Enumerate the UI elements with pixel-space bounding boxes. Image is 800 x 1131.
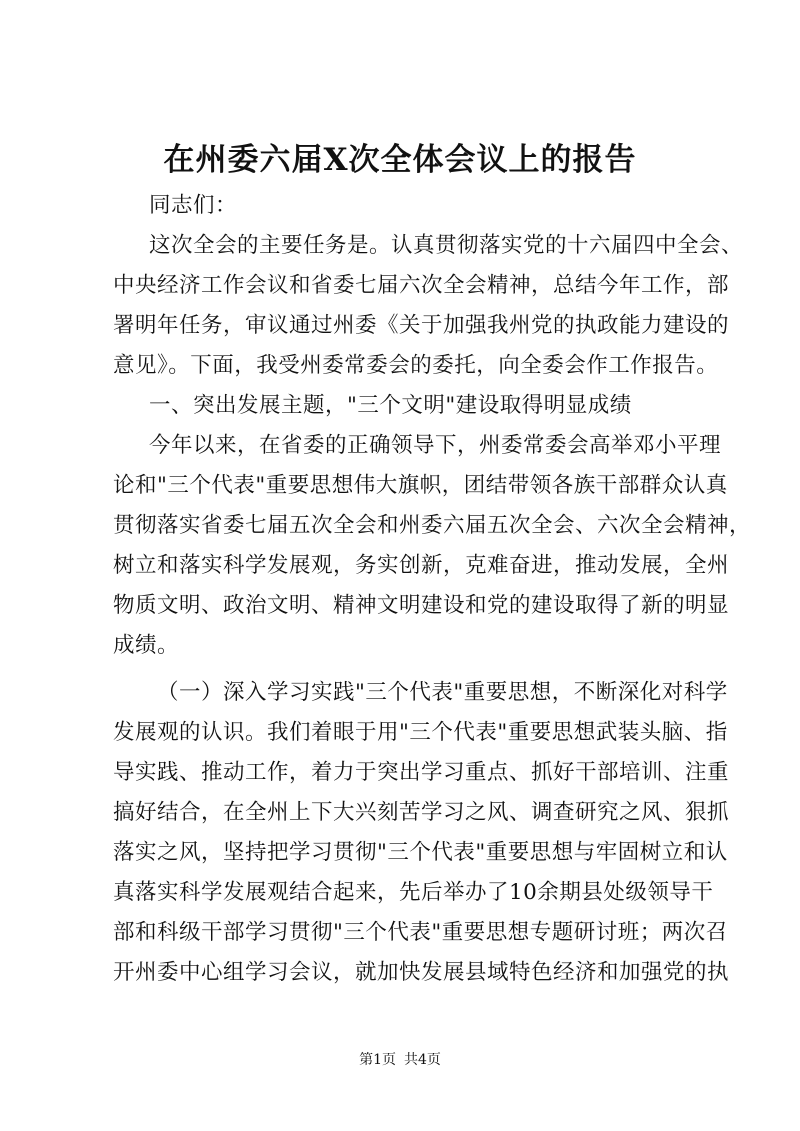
page-number: 第1页 (359, 1052, 396, 1068)
paragraph-line: 今年以来，在省委的正确领导下，州委常委会高举邓小平理 (149, 433, 722, 458)
paragraph-line: 意见》。下面，我受州委常委会的委托，向全委会作工作报告。 (113, 353, 719, 378)
paragraph-gap (113, 666, 703, 673)
paragraph-line: （一）深入学习实践"三个代表"重要思想，不断深化对科学 (157, 680, 728, 705)
paragraph-line: 真落实科学发展观结合起来，先后举办了10余期县处级领导干 (113, 880, 714, 905)
paragraph-line: 发展观的认识。我们着眼于用"三个代表"重要思想武装头脑、指 (113, 720, 728, 745)
paragraph-line: 物质文明、政治文明、精神文明建设和党的建设取得了新的明显 (113, 593, 730, 618)
paragraph-line: 署明年任务，审议通过州委《关于加强我州党的执政能力建设的 (113, 313, 730, 338)
page-footer (0, 1050, 800, 1070)
paragraph-line: 落实之风，坚持把学习贯彻"三个代表"重要思想与牢固树立和认 (113, 840, 728, 865)
paragraph-line: 贯彻落实省委七届五次全会和州委六届五次全会、六次全会精神， (113, 513, 752, 538)
paragraph-line: 树立和落实科学发展观，务实创新，克难奋进，推动发展，全州 (113, 553, 730, 578)
paragraph-line: 搞好结合，在全州上下大兴刻苦学习之风、调查研究之风、狠抓 (113, 800, 730, 825)
paragraph-line: 导实践、推动工作，着力于突出学习重点、抓好干部培训、注重 (113, 760, 730, 785)
paragraph-line: 中央经济工作会议和省委七届六次全会精神，总结今年工作，部 (113, 273, 730, 298)
paragraph-line: 这次全会的主要任务是。认真贯彻落实党的十六届四中全会、 (149, 233, 744, 258)
paragraph-line: 成绩。 (113, 633, 180, 658)
paragraph-line: 论和"三个代表"重要思想伟大旗帜，团结带领各族干部群众认真 (113, 473, 728, 498)
salutation: 同志们： (149, 193, 238, 218)
section-heading: 一、突出发展主题，"三个文明"建设取得明显成绩 (149, 393, 632, 418)
document-body (113, 186, 752, 993)
page-total: 共4页 (404, 1052, 441, 1068)
document-title: 在州委六届X次全体会议上的报告 (163, 142, 637, 178)
paragraph-line: 开州委中心组学习会议，就加快发展县域特色经济和加强党的执 (113, 960, 730, 985)
paragraph-line: 部和科级干部学习贯彻"三个代表"重要思想专题研讨班；两次召 (113, 920, 728, 945)
